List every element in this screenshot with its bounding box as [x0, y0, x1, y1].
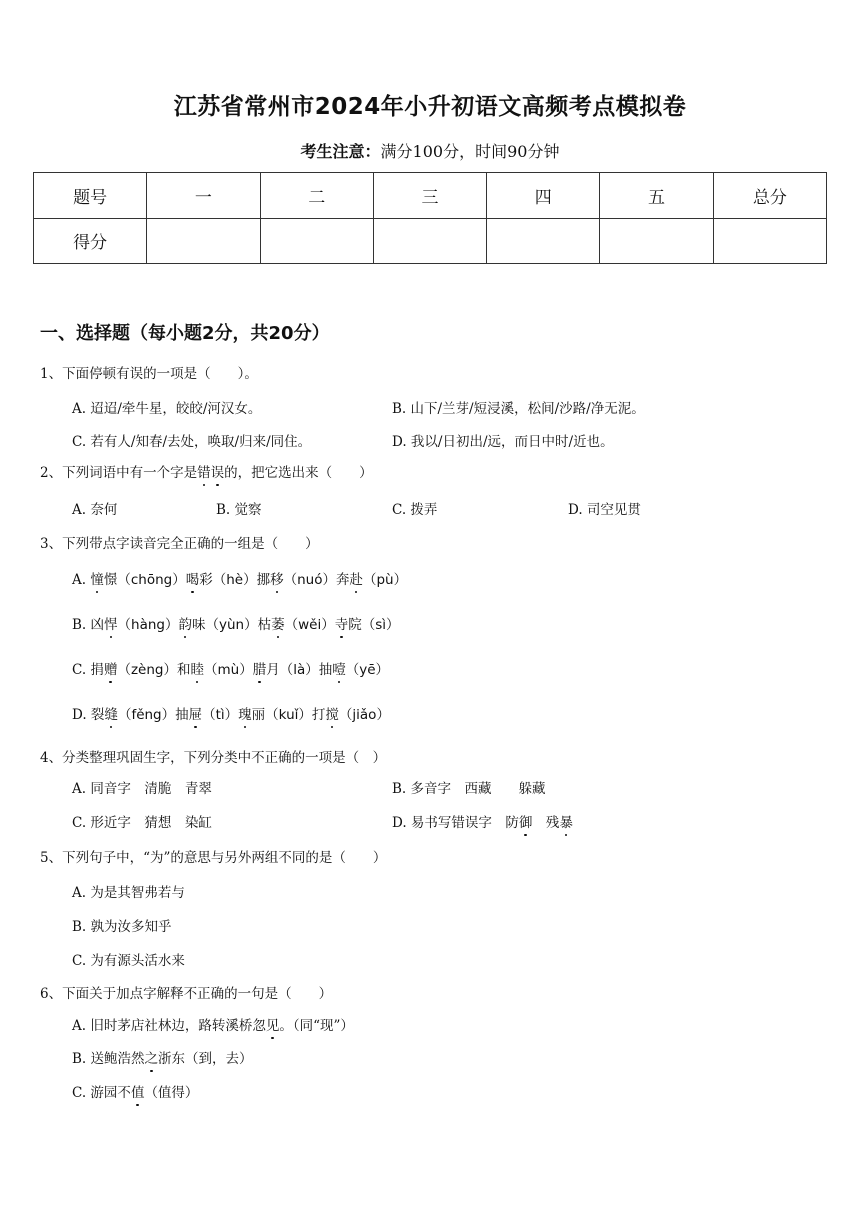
- header-cell: 二: [260, 173, 373, 219]
- dotted-char: 误: [211, 461, 225, 481]
- option-text: ）抽: [161, 707, 189, 723]
- option-text: ）: [164, 617, 179, 633]
- question-5-option-a[interactable]: A. 为是其智弗若与: [72, 885, 185, 901]
- dotted-char: 赴: [349, 568, 363, 588]
- pinyin: zèng: [130, 662, 164, 678]
- dotted-char: 瑰: [238, 703, 252, 723]
- question-4-stem: 4、分类整理巩固生字，下列分类中不正确的一项是（ ）: [40, 750, 387, 766]
- question-2-option-b[interactable]: B. 觉察: [216, 502, 262, 518]
- pinyin: tì: [215, 707, 225, 723]
- header-cell: 五: [600, 173, 713, 219]
- option-text: ）抽: [305, 662, 333, 678]
- option-text: ）: [393, 572, 408, 588]
- dotted-char: 赠: [104, 658, 118, 678]
- pinyin: hàng: [131, 617, 165, 633]
- dotted-char: 腊: [253, 658, 267, 678]
- question-6-option-c[interactable]: [72, 1081, 198, 1101]
- question-6-option-b[interactable]: [72, 1047, 253, 1067]
- notice-label: 考生注意：: [300, 142, 381, 161]
- question-5-stem: 5、下列句子中，“为”的意思与另外两组不同的是（ ）: [40, 850, 387, 866]
- option-text: ）: [224, 707, 239, 723]
- pinyin: nuó: [297, 572, 323, 588]
- stem-text: 2、下列词语中有一个字是: [40, 465, 198, 481]
- question-5-option-c[interactable]: C. 为有源头活水来: [72, 953, 185, 969]
- pinyin: hè: [226, 572, 244, 588]
- score-table: [33, 172, 827, 264]
- option-text: ）: [376, 707, 390, 723]
- option-text: （: [283, 572, 298, 588]
- pinyin: chōng: [130, 572, 173, 588]
- question-4-option-b[interactable]: B. 多音字 西藏 躲藏: [392, 781, 546, 797]
- pinyin: fěng: [131, 707, 162, 723]
- option-text: （: [345, 662, 360, 678]
- option-text: （: [203, 662, 218, 678]
- option-text: ）枯: [244, 617, 272, 633]
- option-text: 味（: [191, 617, 219, 633]
- header-cell: 四: [487, 173, 600, 219]
- option-text: 院（: [348, 617, 376, 633]
- score-table-header-row: [34, 173, 827, 219]
- question-1-option-d[interactable]: D. 我以/日初出/远，而日中时/近也。: [392, 434, 614, 450]
- score-cell[interactable]: [487, 218, 600, 264]
- question-6-option-a[interactable]: [72, 1014, 354, 1034]
- stem-text: 的，把它选出来（ ）: [224, 465, 373, 481]
- dotted-char: 错: [197, 461, 211, 481]
- question-4-option-c[interactable]: C. 形近字 猜想 染缸: [72, 815, 212, 831]
- option-text: （: [117, 662, 131, 678]
- dotted-char: 搅: [325, 703, 339, 723]
- option-text: ）: [386, 617, 400, 633]
- dotted-char: 缝: [104, 703, 118, 723]
- dotted-char: 韵: [178, 613, 192, 633]
- question-1-option-a[interactable]: A. 迢迢/牵牛星，皎皎/河汉女。: [72, 401, 262, 417]
- option-text: （: [117, 617, 132, 633]
- question-1-stem: 1、下面停顿有误的一项是（ ）。: [40, 366, 258, 382]
- pinyin: sì: [375, 617, 386, 633]
- question-3-stem: 3、下列带点字读音完全正确的一组是（ ）: [40, 536, 319, 552]
- header-cell: 题号: [34, 173, 147, 219]
- dotted-char: 移: [270, 568, 284, 588]
- dotted-char: 之: [145, 1047, 159, 1067]
- option-text: ）和: [163, 662, 191, 678]
- option-text: 残: [532, 815, 560, 831]
- dotted-char: 见: [266, 1014, 280, 1034]
- option-text: 。（同“现”）: [279, 1018, 354, 1034]
- header-cell: 一: [147, 173, 260, 219]
- option-text: 月（: [266, 662, 294, 678]
- option-text: 憬（: [103, 572, 131, 588]
- option-letter: A.: [72, 572, 91, 588]
- question-4-option-d[interactable]: [392, 811, 573, 831]
- dotted-char: 萎: [271, 613, 285, 633]
- dotted-char: 喝: [186, 568, 200, 588]
- option-text: 浙东（到，去）: [158, 1051, 253, 1067]
- section-title: 一、选择题（每小题2分，共20分）: [40, 323, 330, 344]
- dotted-char: 暴: [559, 811, 573, 831]
- option-text: （: [362, 572, 377, 588]
- option-text: （: [284, 617, 299, 633]
- pinyin: yē: [359, 662, 376, 678]
- option-text: ）: [321, 617, 335, 633]
- score-cell[interactable]: [260, 218, 373, 264]
- score-cell[interactable]: [147, 218, 260, 264]
- dotted-char: 噎: [332, 658, 346, 678]
- exam-notice: [0, 139, 860, 162]
- option-text: A. 旧时茅店社林边，路转溪桥忽: [72, 1018, 266, 1034]
- option-text: （: [117, 707, 132, 723]
- option-text: （值得）: [144, 1085, 199, 1101]
- score-cell[interactable]: [713, 218, 826, 264]
- question-2-option-a[interactable]: A. 奈何: [72, 502, 118, 518]
- option-text: （: [338, 707, 353, 723]
- pinyin: là: [293, 662, 306, 678]
- option-text: ）: [239, 662, 253, 678]
- option-text: C. 游园不: [72, 1085, 131, 1101]
- dotted-char: 寺: [335, 613, 349, 633]
- pinyin: mù: [217, 662, 240, 678]
- option-text: B. 凶: [72, 617, 105, 633]
- question-3-option-a[interactable]: [72, 568, 407, 588]
- question-3-option-b[interactable]: [72, 613, 400, 633]
- option-text: B. 送鲍浩然: [72, 1051, 145, 1067]
- header-cell: 三: [373, 173, 486, 219]
- dotted-char: 悍: [104, 613, 118, 633]
- score-cell[interactable]: [373, 218, 486, 264]
- question-4-option-a[interactable]: A. 同音字 清脆 青翠: [72, 781, 212, 797]
- dotted-char: 御: [519, 811, 533, 831]
- dotted-char: 值: [131, 1081, 145, 1101]
- pinyin: kuǐ: [278, 707, 299, 723]
- question-2-option-c[interactable]: C. 拨弄: [392, 502, 438, 518]
- option-text: ）: [375, 662, 390, 678]
- page-title: 江苏省常州市2024年小升初语文高频考点模拟卷: [173, 94, 687, 120]
- option-text: D. 易书写错误字 防: [392, 815, 519, 831]
- option-text: 丽（: [251, 707, 279, 723]
- question-5-option-b[interactable]: B. 孰为汝多知乎: [72, 919, 172, 935]
- pinyin: jiǎo: [352, 707, 377, 723]
- option-text: ）挪: [243, 572, 271, 588]
- question-1-option-c[interactable]: C. 若有人/知春/去处，唤取/归来/同住。: [72, 434, 312, 450]
- pinyin: wěi: [298, 617, 322, 633]
- option-text: ）打: [298, 707, 326, 723]
- option-text: D. 裂: [72, 707, 105, 723]
- question-1-option-b[interactable]: B. 山下/兰芽/短浸溪，松间/沙路/净无泥。: [392, 401, 645, 417]
- question-6-stem: 6、下面关于加点字解释不正确的一句是（ ）: [40, 986, 333, 1002]
- option-text: ）: [172, 572, 186, 588]
- dotted-char: 憧: [90, 568, 104, 588]
- dotted-char: 屉: [189, 703, 203, 723]
- pinyin: yùn: [218, 617, 245, 633]
- option-text: C. 捐: [72, 662, 104, 678]
- question-2-stem: [40, 461, 373, 481]
- score-table-score-row: [34, 218, 827, 264]
- option-text: 彩（: [199, 572, 227, 588]
- question-2-option-d[interactable]: D. 司空见贯: [568, 502, 641, 518]
- score-row-label: 得分: [34, 218, 147, 264]
- question-3-option-c[interactable]: [72, 658, 389, 678]
- option-text: ）奔: [322, 572, 350, 588]
- notice-text: 满分100分，时间90分钟: [380, 142, 560, 161]
- dotted-char: 睦: [190, 658, 204, 678]
- question-3-option-d[interactable]: [72, 703, 390, 723]
- score-cell[interactable]: [600, 218, 713, 264]
- option-text: （: [202, 707, 216, 723]
- pinyin: pù: [376, 572, 394, 588]
- header-cell: 总分: [713, 173, 826, 219]
